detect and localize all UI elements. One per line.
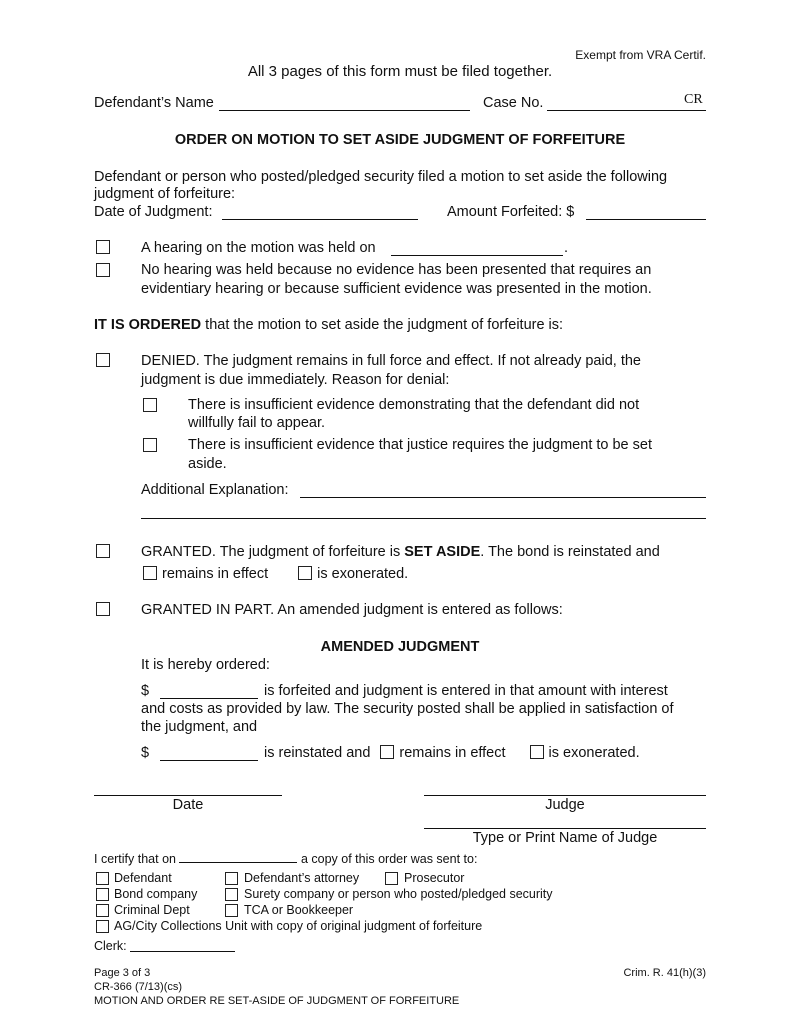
amended-remains-label: remains in effect (399, 745, 506, 761)
certify-suffix: a copy of this order was sent to: (300, 852, 478, 866)
granted-in-part-label: GRANTED IN PART. An amended judgment is entered as follows: (141, 602, 563, 618)
case-no-label: Case No. (483, 95, 544, 111)
hearing-date-field[interactable] (391, 255, 563, 256)
set-aside-bold: SET ASIDE (404, 544, 481, 560)
recipient-bond-checkbox[interactable] (96, 888, 109, 901)
form-number: CR-366 (7/13)(cs) (94, 981, 183, 993)
recipient-surety-checkbox[interactable] (225, 888, 238, 901)
case-prefix: CR (684, 92, 703, 107)
clerk-label: Clerk: (94, 939, 127, 953)
hereby-ordered: It is hereby ordered: (141, 657, 270, 673)
certify-date-field[interactable] (179, 851, 297, 863)
forfeited-text: is forfeited and judgment is entered in that amount with interest (264, 683, 668, 699)
recipient-defendant-checkbox[interactable] (96, 872, 109, 885)
amount-forfeited-label: Amount Forfeited: $ (447, 204, 575, 220)
recipient-label: Defendant’s attorney (244, 871, 360, 885)
hearing-held-checkbox[interactable] (96, 240, 110, 254)
granted-text: GRANTED. The judgment of forfeiture is (141, 544, 405, 560)
no-hearing-checkbox[interactable] (96, 263, 110, 277)
reinstated-line (264, 744, 640, 762)
granted-label (141, 543, 660, 561)
ordered-bold: IT IS ORDERED (94, 317, 202, 333)
recipient-label: Criminal Dept (114, 903, 190, 917)
date-of-judgment-label: Date of Judgment: (94, 204, 213, 220)
ordered-rest: that the motion to set aside the judgment of forfeiture is: (201, 317, 564, 333)
amended-remains-checkbox[interactable] (380, 745, 394, 759)
certify-prefix: I certify that on (94, 852, 176, 866)
reason2-label: There is insufficient evidence that justice requires the judgment to be set (188, 437, 652, 453)
reason1-checkbox[interactable] (143, 398, 157, 412)
reinstated-amount-field[interactable] (160, 760, 258, 761)
additional-explanation-field[interactable] (300, 497, 706, 498)
rule-reference: Crim. R. 41(h)(3) (623, 967, 706, 979)
granted-rest: . The bond is reinstated and (480, 544, 660, 560)
hearing-held-label: A hearing on the motion was held on (141, 240, 376, 256)
reason2-checkbox[interactable] (143, 438, 157, 452)
denied-label: judgment is due immediately. Reason for denial: (141, 372, 450, 388)
no-hearing-label: evidentiary hearing or because sufficient evidence was presented in the motion. (141, 281, 652, 297)
forfeited-text: the judgment, and (141, 719, 258, 735)
form-title: MOTION AND ORDER RE SET-ASIDE OF JUDGMENT OF FORFEITURE (94, 995, 460, 1007)
dollar-sign: $ (141, 745, 150, 761)
exonerated-checkbox[interactable] (298, 566, 312, 580)
remains-in-effect-checkbox[interactable] (143, 566, 157, 580)
exonerated-label: is exonerated. (317, 566, 409, 582)
certify-line (94, 850, 477, 868)
recipient-prosecutor-checkbox[interactable] (385, 872, 398, 885)
reason2-label: aside. (188, 456, 227, 472)
recipient-label: Surety company or person who posted/pledged security (244, 887, 553, 901)
page-number: Page 3 of 3 (94, 967, 151, 979)
denied-checkbox[interactable] (96, 353, 110, 367)
recipient-criminal-checkbox[interactable] (96, 904, 109, 917)
reinstated-label: is reinstated and (264, 745, 371, 761)
granted-checkbox[interactable] (96, 544, 110, 558)
granted-in-part-checkbox[interactable] (96, 602, 110, 616)
recipient-tca-checkbox[interactable] (225, 904, 238, 917)
judge-label: Judge (545, 797, 585, 813)
case-no-field[interactable] (547, 110, 706, 111)
reason1-label: willfully fail to appear. (188, 415, 326, 431)
additional-explanation-field-2[interactable] (141, 518, 706, 519)
amended-exonerated-label: is exonerated. (548, 745, 640, 761)
filed-together-note: All 3 pages of this form must be filed together. (247, 63, 553, 80)
forfeited-text: and costs as provided by law. The security posted shall be applied in satisfaction of (141, 701, 674, 717)
reason1-label: There is insufficient evidence demonstrating that the defendant did not (188, 397, 640, 413)
denied-label: DENIED. The judgment remains in full force and effect. If not already paid, the (141, 353, 641, 369)
clerk-field[interactable] (130, 951, 235, 952)
period: . (564, 240, 569, 256)
recipient-label: TCA or Bookkeeper (244, 903, 354, 917)
date-label: Date (172, 797, 204, 813)
dollar-sign: $ (141, 683, 150, 699)
amended-exonerated-checkbox[interactable] (530, 745, 544, 759)
recipient-attorney-checkbox[interactable] (225, 872, 238, 885)
defendant-name-label: Defendant’s Name (94, 95, 214, 111)
intro-text: Defendant or person who posted/pledged security filed a motion to set aside the following (94, 169, 668, 185)
page-title: ORDER ON MOTION TO SET ASIDE JUDGMENT OF FORFEITURE (174, 132, 626, 148)
granted-options (143, 565, 408, 583)
recipient-label: Defendant (114, 871, 172, 885)
additional-explanation-label: Additional Explanation: (141, 482, 289, 498)
print-name-label: Type or Print Name of Judge (472, 830, 658, 846)
forfeited-amount-field[interactable] (160, 698, 258, 699)
recipient-label: Bond company (114, 887, 198, 901)
amount-forfeited-field[interactable] (586, 219, 706, 220)
recipient-ag-checkbox[interactable] (96, 920, 109, 933)
recipient-label: Prosecutor (404, 871, 465, 885)
amended-judgment-title: AMENDED JUDGMENT (320, 639, 480, 655)
ordered-text (94, 316, 563, 334)
date-of-judgment-field[interactable] (222, 219, 418, 220)
defendant-name-field[interactable] (219, 110, 470, 111)
intro-text: judgment of forfeiture: (94, 186, 236, 202)
no-hearing-label: No hearing was held because no evidence has been presented that requires an (141, 262, 652, 278)
remains-in-effect-label: remains in effect (162, 566, 269, 582)
exempt-note: Exempt from VRA Certif. (575, 48, 706, 62)
recipient-label: AG/City Collections Unit with copy of original judgment of forfeiture (114, 919, 483, 933)
